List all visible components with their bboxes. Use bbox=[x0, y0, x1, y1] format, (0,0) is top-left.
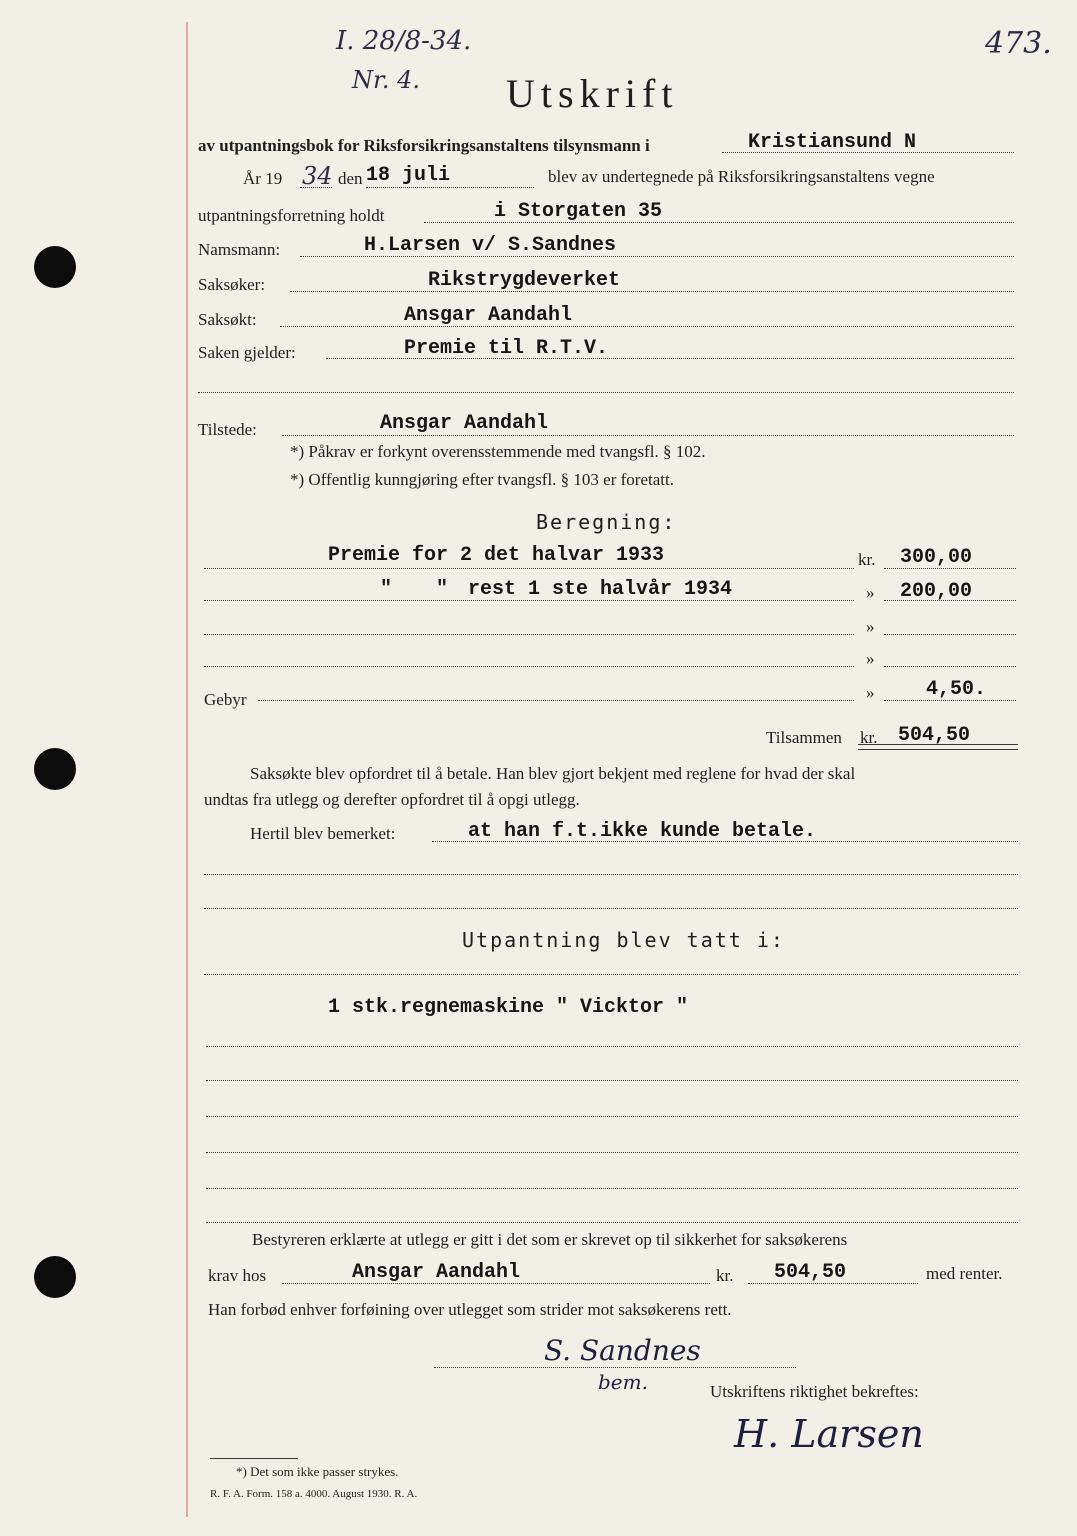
ditto-mark: " bbox=[380, 578, 393, 601]
total-label: Tilsammen bbox=[766, 728, 842, 747]
beregning-row2-text: rest 1 ste halvår 1934 bbox=[468, 578, 733, 601]
total-underline bbox=[858, 744, 1018, 745]
beregning-row3-cur: » bbox=[866, 617, 875, 636]
note-paakrav: *) Påkrav er forkynt overensstemmende med tvangsfl. § 102. bbox=[290, 442, 706, 461]
date-line bbox=[366, 187, 534, 188]
year-line bbox=[300, 187, 332, 188]
saken-line bbox=[326, 358, 1014, 359]
krav-name-line bbox=[282, 1283, 710, 1284]
hertil-label: Hertil blev bemerket: bbox=[250, 824, 396, 843]
beregning-row3-amount-line bbox=[884, 634, 1016, 635]
year-suffix: 34 bbox=[302, 162, 333, 190]
place-value: Kristiansund N bbox=[748, 131, 917, 154]
gebyr-amount: 4,50. bbox=[926, 678, 987, 701]
hertil-line bbox=[432, 841, 1018, 842]
total-amount: 504,50 bbox=[898, 724, 971, 747]
beregning-row4-cur: » bbox=[866, 649, 875, 668]
para1-line1: Saksøkte blev opfordret til å betale. Han blev gjort bekjent med reglene for hvad der skal bbox=[250, 764, 856, 783]
beregning-row2-amount-line bbox=[884, 600, 1016, 601]
number-note: Nr. 4. bbox=[352, 66, 420, 94]
namsmann-label: Namsmann: bbox=[198, 240, 281, 259]
intro-text: av utpantningsbok for Riksforsikringsanstaltens tilsynsmann i bbox=[198, 136, 650, 155]
beregning-row4-amount-line bbox=[884, 666, 1016, 667]
punch-hole bbox=[34, 246, 76, 288]
holdt-label: utpantningsforretning holdt bbox=[198, 206, 385, 225]
gebyr-amount-line bbox=[884, 700, 1016, 701]
place-line bbox=[722, 152, 1014, 153]
hertil-value: at han f.t.ikke kunde betale. bbox=[468, 820, 817, 843]
total-cur: kr. bbox=[860, 728, 878, 747]
krav-name: Ansgar Aandahl bbox=[352, 1261, 521, 1284]
utpantning-item: 1 stk.regnemaskine " Vicktor " bbox=[328, 996, 689, 1019]
beregning-row3-line bbox=[204, 634, 854, 635]
utpantning-heading: Utpantning blev tatt i: bbox=[462, 928, 785, 952]
total-double-underline bbox=[858, 749, 1018, 750]
para1-line2: undtas fra utlegg og derefter opfordret til å opgi utlegg. bbox=[204, 790, 580, 809]
signature-line bbox=[434, 1367, 796, 1368]
blank-line bbox=[198, 392, 1014, 393]
saksoker-label: Saksøker: bbox=[198, 275, 266, 294]
blank-line bbox=[206, 1152, 1018, 1153]
beregning-heading: Beregning: bbox=[536, 510, 677, 534]
den-label: den bbox=[338, 169, 363, 188]
renter-text: med renter. bbox=[926, 1264, 1003, 1283]
location-line bbox=[424, 222, 1014, 223]
saksoker-value: Rikstrygdeverket bbox=[428, 269, 621, 292]
saksokt-label: Saksøkt: bbox=[198, 310, 257, 329]
gebyr-label: Gebyr bbox=[204, 690, 247, 709]
ditto-mark: " bbox=[436, 578, 449, 601]
blank-line bbox=[204, 974, 1018, 975]
tilstede-value: Ansgar Aandahl bbox=[380, 412, 549, 435]
punch-hole bbox=[34, 748, 76, 790]
text-after-date: blev av undertegnede på Riksforsikringsanstaltens vegne bbox=[548, 167, 935, 186]
beregning-row1-cur: kr. bbox=[858, 550, 876, 569]
krav-label: krav hos bbox=[208, 1266, 267, 1285]
page-number: 473. bbox=[985, 26, 1052, 61]
beregning-row2-amount: 200,00 bbox=[900, 580, 973, 603]
kr-label: kr. bbox=[716, 1266, 734, 1285]
margin-rule bbox=[186, 22, 188, 1517]
beregning-row1-line bbox=[204, 568, 854, 569]
footnote-rule bbox=[210, 1458, 298, 1459]
blank-line bbox=[206, 1222, 1018, 1223]
beregning-row1-amount-line bbox=[884, 568, 1016, 569]
punch-hole bbox=[34, 1256, 76, 1298]
blank-line bbox=[204, 874, 1018, 875]
signature-sandnes: S. Sandnes bbox=[544, 1334, 701, 1367]
saksokt-line bbox=[280, 326, 1014, 327]
form-code: R. F. A. Form. 158 a. 4000. August 1930. R. A. bbox=[210, 1488, 418, 1500]
location-value: i Storgaten 35 bbox=[494, 200, 663, 223]
confirm-text: Utskriftens riktighet bekreftes: bbox=[710, 1382, 919, 1401]
year-prefix: År 19 bbox=[243, 169, 283, 188]
saksokt-value: Ansgar Aandahl bbox=[404, 304, 573, 327]
krav-amount-line bbox=[748, 1283, 918, 1284]
blank-line bbox=[206, 1046, 1018, 1047]
blank-line bbox=[206, 1188, 1018, 1189]
footnote: *) Det som ikke passer strykes. bbox=[236, 1464, 399, 1479]
saken-label: Saken gjelder: bbox=[198, 343, 296, 362]
saken-value: Premie til R.T.V. bbox=[404, 337, 609, 360]
note-kunngjoring: *) Offentlig kunngjøring efter tvangsfl. § 103 er foretatt. bbox=[290, 470, 674, 489]
namsmann-value: H.Larsen v/ S.Sandnes bbox=[364, 234, 617, 257]
signature-larsen: H. Larsen bbox=[734, 1412, 924, 1456]
beregning-row1-amount: 300,00 bbox=[900, 546, 973, 569]
saksoker-line bbox=[290, 291, 1014, 292]
krav-amount: 504,50 bbox=[774, 1261, 847, 1284]
declaration-line3: Han forbød enhver forføining over utlegget som strider mot saksøkerens rett. bbox=[208, 1300, 732, 1319]
blank-line bbox=[206, 1080, 1018, 1081]
date-note: I. 28/8-34. bbox=[336, 26, 472, 56]
tilstede-line bbox=[282, 435, 1014, 436]
date-value: 18 juli bbox=[366, 164, 451, 187]
beregning-row1-text: Premie for 2 det halvar 1933 bbox=[328, 544, 665, 567]
blank-line bbox=[204, 908, 1018, 909]
gebyr-line bbox=[258, 700, 854, 701]
beregning-row4-line bbox=[204, 666, 854, 667]
declaration-line1: Bestyreren erklærte at utlegg er gitt i det som er skrevet op til sikkerhet for saksøkerens bbox=[252, 1230, 848, 1249]
document-title: Utskrift bbox=[506, 71, 679, 116]
tilstede-label: Tilstede: bbox=[198, 420, 257, 439]
signature-sub: bem. bbox=[598, 1370, 648, 1394]
blank-line bbox=[206, 1116, 1018, 1117]
namsmann-line bbox=[300, 256, 1014, 257]
beregning-row2-line bbox=[204, 600, 854, 601]
gebyr-cur: » bbox=[866, 683, 875, 702]
beregning-row2-cur: » bbox=[866, 583, 875, 602]
